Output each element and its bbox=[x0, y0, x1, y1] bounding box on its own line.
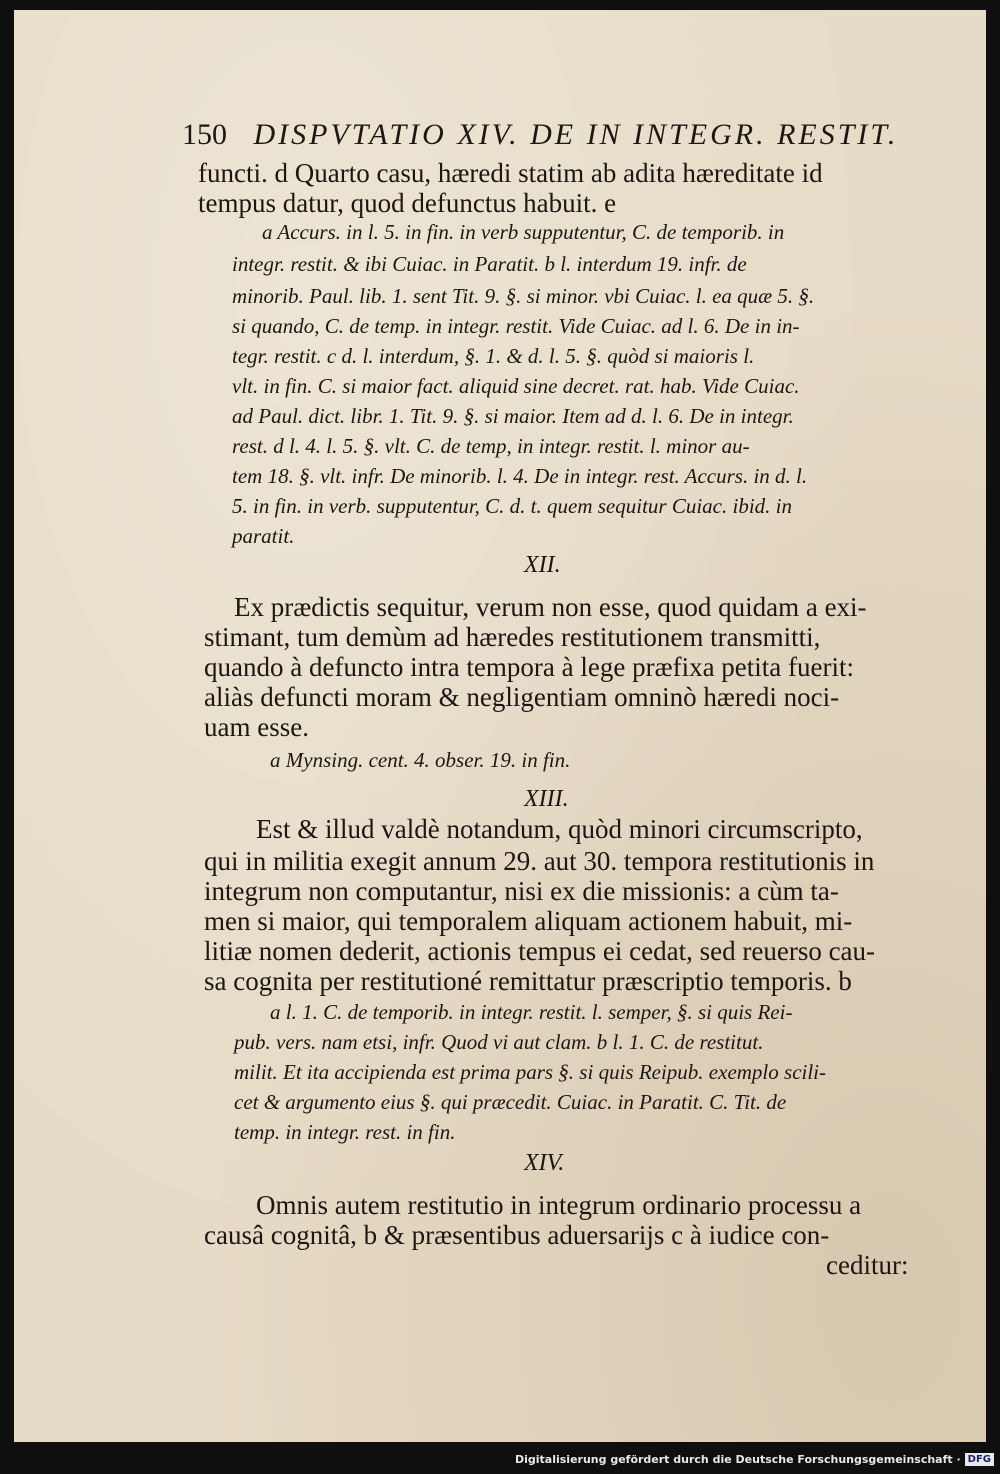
body-text-line: men si maior, qui temporalem aliquam actionem habuit, mi- bbox=[204, 906, 853, 936]
footnote-line: tegr. restit. c d. l. interdum, §. 1. & d. l. 5. §. quòd si maioris l. bbox=[232, 344, 755, 368]
body-text-line: causâ cognitâ, b & præsentibus aduersarijs c à iudice con- bbox=[204, 1220, 830, 1250]
body-text-line: ceditur: bbox=[826, 1250, 909, 1280]
body-text-line: integrum non computantur, nisi ex die missionis: a cùm ta- bbox=[204, 876, 839, 906]
body-text-line: functi. d Quarto casu, hæredi statim ab adita hæreditate id bbox=[198, 158, 823, 188]
footnote-line: a l. 1. C. de temporib. in integr. restit. l. semper, §. si quis Rei- bbox=[270, 1000, 793, 1024]
footnote-line: minorib. Paul. lib. 1. sent Tit. 9. §. si minor. vbi Cuiac. l. ea quæ 5. §. bbox=[232, 284, 815, 308]
body-text-line: uam esse. bbox=[204, 712, 309, 742]
footnote-line: 5. in fin. in verb. supputentur, C. d. t. quem sequitur Cuiac. ibid. in bbox=[232, 494, 792, 518]
body-text-line: stimant, tum demùm ad hæredes restitutionem transmitti, bbox=[204, 622, 821, 652]
body-text-line: litiæ nomen dederit, actionis tempus ei cedat, sed reuerso cau- bbox=[204, 936, 876, 966]
body-text-line: Est & illud valdè notandum, quòd minori circumscripto, bbox=[256, 814, 863, 844]
footnote-line: cet & argumento eius §. qui præcedit. Cuiac. in Paratit. C. Tit. de bbox=[234, 1090, 787, 1114]
footnote-line: rest. d l. 4. l. 5. §. vlt. C. de temp, in integr. restit. l. minor au- bbox=[232, 434, 750, 458]
footnote-line: integr. restit. & ibi Cuiac. in Paratit. b l. interdum 19. infr. de bbox=[232, 252, 747, 276]
dfg-logo: DFG bbox=[965, 1453, 994, 1466]
body-text-line: tempus datur, quod defunctus habuit. e bbox=[198, 188, 617, 218]
running-header bbox=[182, 118, 898, 152]
footnote-line: vlt. in fin. C. si maior fact. aliquid sine decret. rat. hab. Vide Cuiac. bbox=[232, 374, 800, 398]
section-heading: XIII. bbox=[524, 786, 569, 812]
footnote-line: a Mynsing. cent. 4. obser. 19. in fin. bbox=[270, 748, 571, 772]
body-text-line: sa cognita per restitutioné remittatur præscriptio temporis. b bbox=[204, 966, 852, 996]
section-heading: XII. bbox=[524, 552, 561, 578]
footnote-line: a Accurs. in l. 5. in fin. in verb supputentur, C. de temporib. in bbox=[262, 220, 785, 244]
footnote-line: pub. vers. nam etsi, infr. Quod vi aut clam. b l. 1. C. de restitut. bbox=[234, 1030, 764, 1054]
body-text-line: quando à defuncto intra tempora à lege præfixa petita fuerit: bbox=[204, 652, 854, 682]
footnote-line: temp. in integr. rest. in fin. bbox=[234, 1120, 456, 1144]
footnote-line: si quando, C. de temp. in integr. restit. Vide Cuiac. ad l. 6. De in in- bbox=[232, 314, 800, 338]
body-text-line: aliàs defuncti moram & negligentiam omninò hæredi noci- bbox=[204, 682, 840, 712]
running-title: DISPVTATIO XIV. DE IN INTEGR. RESTIT. bbox=[253, 118, 899, 151]
section-heading: XIV. bbox=[524, 1150, 565, 1176]
book-page bbox=[14, 10, 986, 1442]
body-text-line: qui in militia exegit annum 29. aut 30. tempora restitutionis in bbox=[204, 846, 875, 876]
footnote-line: ad Paul. dict. libr. 1. Tit. 9. §. si maior. Item ad d. l. 6. De in integr. bbox=[232, 404, 794, 428]
footnote-line: paratit. bbox=[232, 524, 295, 548]
body-text-line: Ex prædictis sequitur, verum non esse, quod quidam a exi- bbox=[234, 592, 867, 622]
body-text-line: Omnis autem restitutio in integrum ordinario processu a bbox=[256, 1190, 862, 1220]
footnote-line: milit. Et ita accipienda est prima pars §. si quis Reipub. exemplo scili- bbox=[234, 1060, 827, 1084]
credit-text: Digitalisierung gefördert durch die Deutsche Forschungsgemeinschaft · bbox=[514, 1452, 961, 1466]
footnote-line: tem 18. §. vlt. infr. De minorib. l. 4. De in integr. rest. Accurs. in d. l. bbox=[232, 464, 808, 488]
page-number: 150 bbox=[182, 118, 227, 151]
digitization-credit bbox=[515, 1450, 994, 1468]
